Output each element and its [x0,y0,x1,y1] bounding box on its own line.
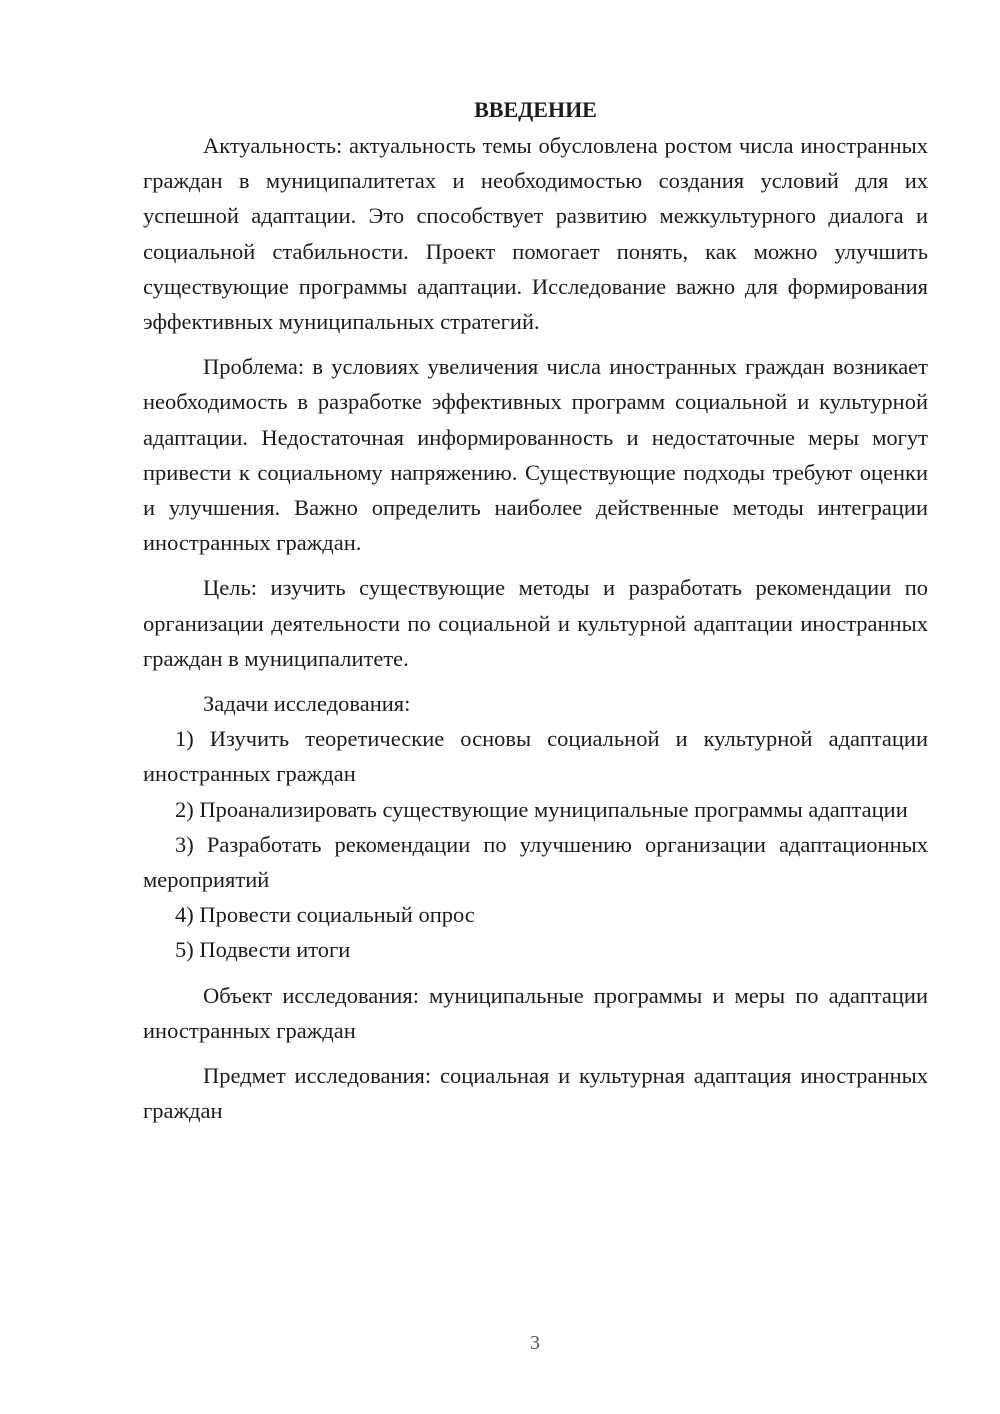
subject-paragraph: Предмет исследования: социальная и культурная адаптация иностранных граждан [143,1063,928,1124]
task-item-3: 3) Разработать рекомендации по улучшению организации адаптационных мероприятий [143,831,928,893]
task-item-5: 5) Подвести итоги [175,937,351,963]
problem-paragraph: Проблема: в условиях увеличения числа иностранных граждан возникает необходимость в разработке эффективных программ социальной и культурной адаптации. Недостаточная информированность и недостаточные меры могут привести к социальному напряжению. Существующие подходы требуют оценки и улучшения. Важно определить наиболее действенные методы интеграции иностранных граждан. [143,354,928,556]
relevance-paragraph: Актуальность: актуальность темы обусловлена ростом числа иностранных граждан в муниципалитетах и необходимостью создания условий для их успешной адаптации. Это способствует развитию межкультурного диалога и социальной стабильности. Проект помогает понять, как можно улучшить существующие программы адаптации. Исследование важно для формирования эффективных муниципальных стратегий. [143,133,928,335]
task-item-1: 1) Изучить теоретические основы социальной и культурной адаптации иностранных граждан [143,726,928,787]
object-paragraph: Объект исследования: муниципальные программы и меры по адаптации иностранных граждан [143,982,928,1043]
tasks-heading: Задачи исследования: [203,691,411,717]
goal-paragraph: Цель: изучить существующие методы и разработать рекомендации по организации деятельности по социальной и культурной адаптации иностранных граждан в муниципалитете. [143,575,928,671]
page-content [143,92,928,1128]
task-item-2: 2) Проанализировать существующие муниципальные программы адаптации [175,796,908,822]
page-number: 3 [530,1332,540,1354]
task-item-4: 4) Провести социальный опрос [175,902,475,928]
page-title: ВВЕДЕНИЕ [474,97,597,122]
